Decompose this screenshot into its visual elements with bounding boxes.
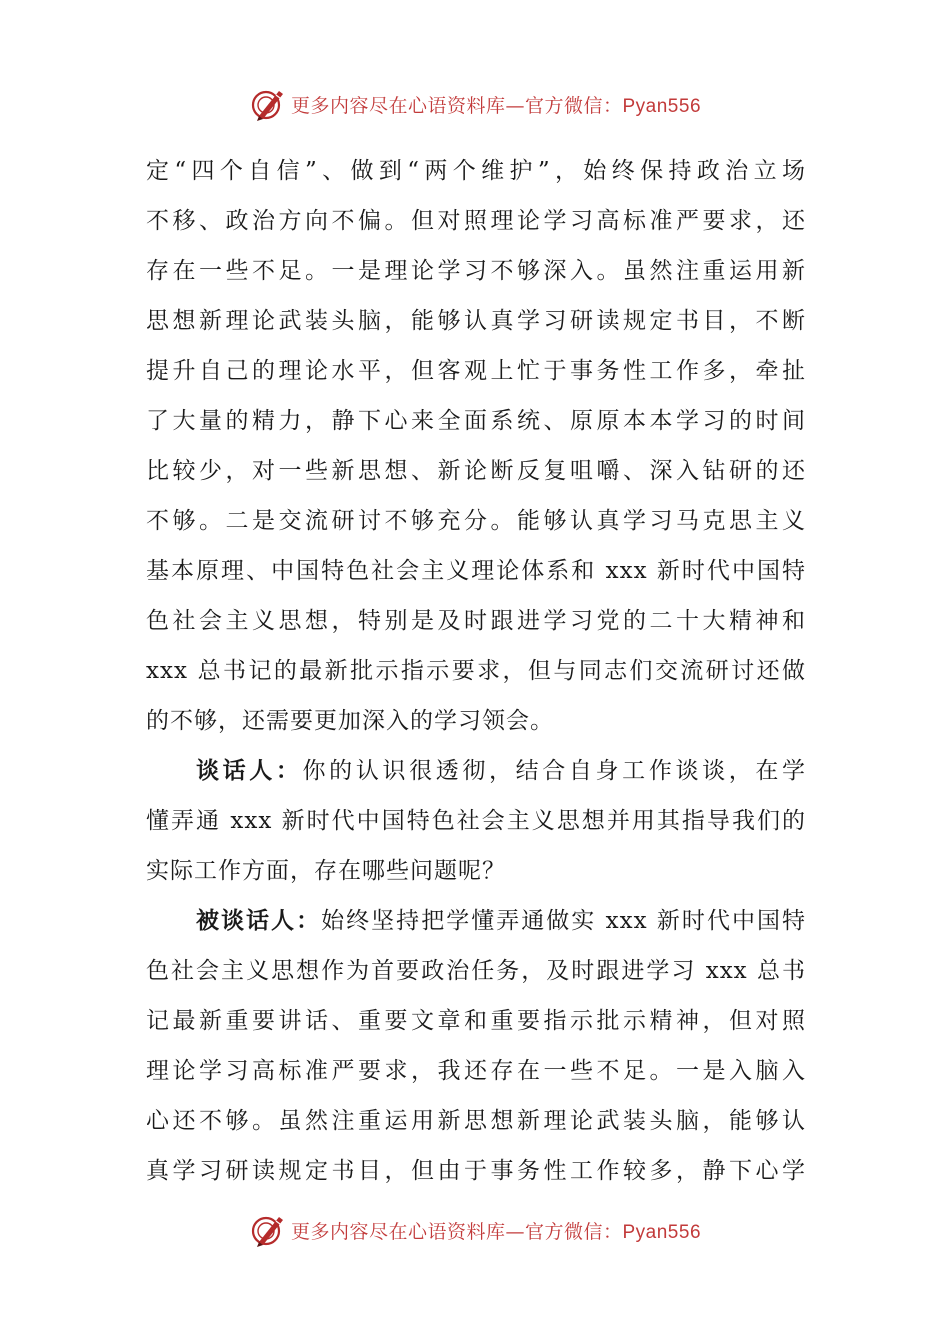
header-banner-text [291,91,701,118]
header-separator: — [505,94,525,117]
text-line: 基本原理、中国特色社会主义理论体系和 xxx 新时代中国特 [146,558,806,584]
speaker-label-interviewer: 谈话人： [196,758,303,784]
text-line: 记最新重要讲话、重要文章和重要指示批示精神，但对照 [146,1008,806,1034]
header-wechat-label: 官方微信： [524,94,623,117]
text-line: 比较少，对一些新思想、新论断反复咀嚼、深入钻研的还 [146,458,806,484]
text-span: 始终坚持把学懂弄通做实 xxx 新时代中国特 [321,908,806,934]
paragraph-2 [146,746,806,896]
text-line: 提升自己的理论水平，但客观上忙于事务性工作多，牵扯 [146,358,806,384]
footer-separator: — [505,1220,525,1243]
footer-account: Pyan556 [622,1221,702,1243]
text-line: 存在一些不足。一是理论学习不够深入。虽然注重运用新 [146,258,806,284]
text-line: 了大量的精力，静下心来全面系统、原原本本学习的时间 [146,408,806,434]
pen-logo-icon [249,1211,287,1249]
text-line: 色社会主义思想，特别是及时跟进学习党的二十大精神和 [146,608,806,634]
text-line: 色社会主义思想作为首要政治任务，及时跟进学习 xxx 总书 [146,958,806,984]
text-line: xxx 总书记的最新批示指示要求，但与同志们交流研讨还做 [146,658,806,684]
text-line: 懂弄通 xxx 新时代中国特色社会主义思想并用其指导我们的 [146,808,806,834]
text-line [146,746,806,796]
paragraph-1 [146,146,806,746]
document-body [146,146,806,1196]
footer-banner [0,1208,950,1252]
text-line: 的不够，还需要更加深入的学习领会。 [146,708,554,734]
text-line: 理论学习高标准严要求，我还存在一些不足。一是入脑入 [146,1058,806,1084]
text-line: 真学习研读规定书目，但由于事务性工作较多，静下心学 [146,1158,806,1184]
text-line [146,896,806,946]
text-line: 实际工作方面，存在哪些问题呢？ [146,858,506,884]
paragraph-3 [146,896,806,1196]
header-account: Pyan556 [622,95,702,117]
text-line: 心还不够。虽然注重运用新思想新理论武装头脑，能够认 [146,1108,806,1134]
text-line: 不够。二是交流研讨不够充分。能够认真学习马克思主义 [146,508,806,534]
speaker-label-interviewee: 被谈话人： [196,908,322,934]
footer-wechat-label: 官方微信： [524,1220,623,1243]
footer-brand: 更多内容尽在心语资料库 [290,1220,506,1243]
text-line: 思想新理论武装头脑，能够认真学习研读规定书目，不断 [146,308,806,334]
pen-logo-icon [249,85,287,123]
header-banner [0,82,950,126]
footer-banner-text [291,1217,701,1244]
text-line: 定“四个自信”、做到“两个维护”，始终保持政治立场 [146,158,806,184]
header-brand: 更多内容尽在心语资料库 [290,94,506,117]
text-line: 不移、政治方向不偏。但对照理论学习高标准严要求，还 [146,208,806,234]
text-span: 你的认识很透彻，结合自身工作谈谈，在学 [302,758,807,784]
